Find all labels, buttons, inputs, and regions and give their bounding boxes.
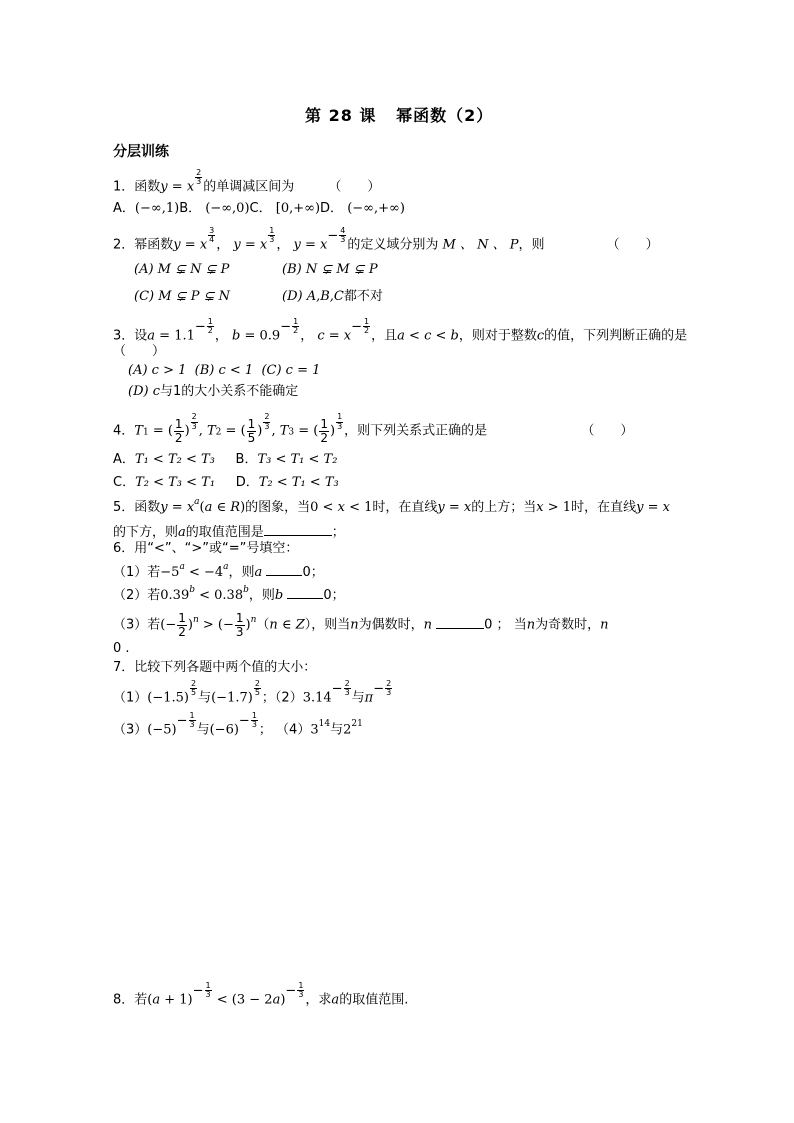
answer-bracket: （ ） — [328, 179, 381, 195]
question-7-parts-3-4: （3）(−5)− $\frac{1}{3}$ 与(−6)− $\frac{1}{3}$ ； $(4)3^{14}$与$2^{21}$ — [113, 711, 363, 738]
question-6-part-3-continued: 0 . — [113, 641, 130, 656]
question-2-option-d: (D) A,B,C都不对 — [282, 289, 383, 304]
question-7-parts-1-2: （1）(−1.5) $\frac{2}{5}$ 与(−1.7) $\frac{2}{5}$ ；（2）3.14− $\frac{2}{3}$ 与π− $\frac{2}{3}$ — [113, 679, 392, 706]
section-heading: 分层训练 — [113, 144, 169, 160]
question-3-options: (A) c > 1 (B) c < 1 (C) c = 1 — [128, 363, 321, 378]
answer-blank[interactable] — [287, 586, 323, 599]
answer-blank[interactable] — [436, 616, 484, 629]
question-2-option-a: (A) M ⊊ N ⊊ P — [134, 262, 230, 277]
question-2-option-b: (B) N ⊊ M ⊊ P — [282, 262, 378, 277]
answer-bracket: （ ） — [581, 423, 634, 439]
answer-bracket: （ ） — [113, 344, 166, 359]
question-4: 4．T1 = ( $\frac{1}{2}$ ) $\frac{2}{3}$ , T2 = ( $\frac{1}{5}$ ) $\frac{2}{3}$ , T3 = ( $\frac{1}{2}$ ) $\frac{1}{3}$ ，则下列关系式正确的是 （ ） — [113, 412, 634, 445]
question-2: 2．幂函数y = x $\frac{3}{4}$ ， y = x $\frac{1}{3}$ ， y = x− $\frac{4}{3}$ 的定义域分别为 M 、 N 、 P，则 （ ） — [113, 226, 659, 253]
question-5-line-1: 5．函数$y = x^a(a$ ∈ R)的图象，当0 < x < 1时，在直线y = x的上方；当x > 1时，在直线y = x — [113, 497, 670, 515]
answer-blank[interactable] — [264, 523, 332, 536]
question-5-line-2: 的下方，则a的取值范围是 ； — [113, 525, 345, 540]
question-4-options-ab: A．T₁ < T₂ < T₃ B．T₃ < T₁ < T₂ — [113, 452, 338, 467]
question-4-options-cd: C．T₂ < T₃ < T₁ D．T₂ < T₁ < T₃ — [113, 475, 339, 490]
question-1: 1．函数y = x $\frac{2}{3}$ 的单调减区间为 （ ） — [113, 168, 381, 195]
question-2-option-c: (C) M ⊊ P ⊊ N — [134, 289, 230, 304]
question-6-part-1: （1）若$-5^a < -4^a$，则a 0； — [113, 562, 324, 580]
question-8: 8．若(a + 1)− $\frac{1}{3}$ < (3 − 2a)− $\frac{1}{3}$ ，求a的取值范围. — [113, 981, 409, 1008]
question-3-option-d: (D) c与1的大小关系不能确定 — [128, 384, 299, 399]
page-title — [305, 108, 493, 124]
question-6-intro: 6．用“<”、“>”或“=”号填空： — [113, 541, 299, 556]
question-6-part-2: （2）若0.39$^b$ < 0.38$^b$，则b 0； — [113, 585, 345, 603]
answer-bracket: （ ） — [606, 237, 659, 253]
question-3: 3．设a = 1.1− $\frac{1}{2}$ ， b = 0.9− $\frac{1}{2}$ ， c = x− $\frac{1}{2}$ ，且a < c < b，则对于整数c的值，下列判断正确的是 — [113, 317, 688, 344]
lesson-number: 第 28 课 — [305, 106, 377, 125]
question-7-intro: 7．比较下列各题中两个值的大小： — [113, 660, 317, 675]
lesson-topic: 幂函数（2） — [396, 106, 494, 125]
answer-blank[interactable] — [266, 563, 302, 576]
question-1-options: A．(−∞,1)B． (−∞,0)C． [0,+∞)D． (−∞,+∞) — [113, 201, 405, 216]
question-6-part-3: （3）若(− $\frac{1}{2}$ )$^n$ > (− $\frac{1}{3}$ )$^n$（n ∈ Z），则当n为偶数时，n 0 ； 当n为奇数时，n — [113, 611, 609, 639]
